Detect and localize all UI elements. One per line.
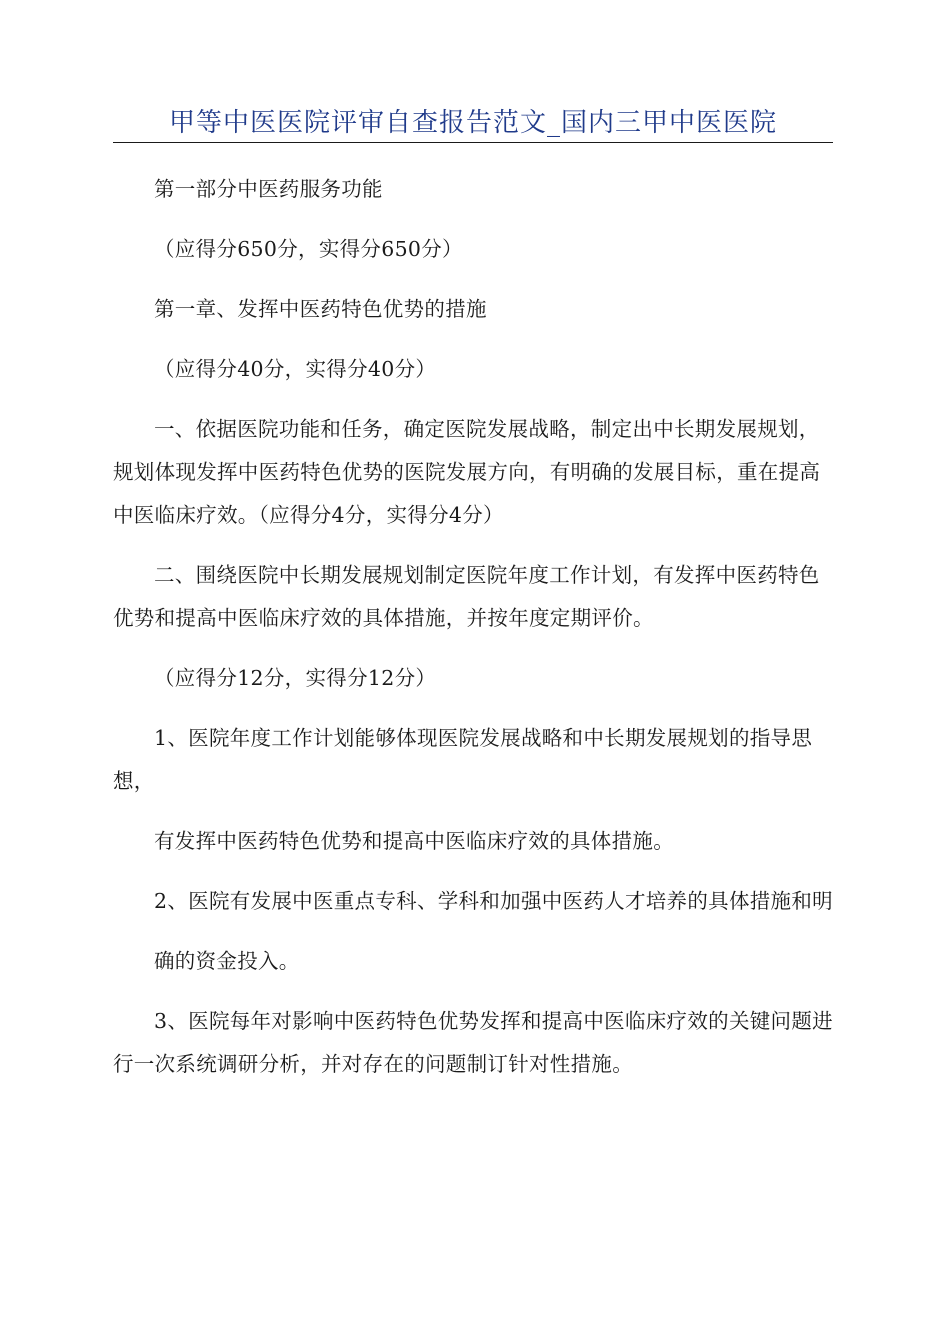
paragraph: 3、医院每年对影响中医药特色优势发挥和提高中医临床疗效的关键问题进行一次系统调研分析，并对存在的问题制订针对性措施。 bbox=[113, 1009, 833, 1076]
paragraph: 第一部分中医药服务功能 bbox=[154, 177, 383, 201]
paragraph: 2、医院有发展中医重点专科、学科和加强中医药人才培养的具体措施和明 bbox=[154, 889, 833, 913]
paragraph: 确的资金投入。 bbox=[154, 949, 300, 973]
paragraph: 有发挥中医药特色优势和提高中医临床疗效的具体措施。 bbox=[154, 829, 674, 853]
paragraph: 1、医院年度工作计划能够体现医院发展战略和中长期发展规划的指导思想， bbox=[113, 726, 813, 793]
document-body bbox=[113, 168, 833, 1086]
paragraph: （应得分40分，实得分40分） bbox=[154, 357, 437, 381]
paragraph: （应得分650分，实得分650分） bbox=[154, 237, 463, 261]
paragraph: 第一章、发挥中医药特色优势的措施 bbox=[154, 297, 487, 321]
paragraph: （应得分12分，实得分12分） bbox=[154, 666, 437, 690]
document-title: 甲等中医医院评审自查报告范文_国内三甲中医医院 bbox=[168, 108, 777, 138]
title-underline bbox=[113, 104, 833, 143]
paragraph: 一、依据医院功能和任务，确定医院发展战略，制定出中长期发展规划，规划体现发挥中医药特色优势的医院发展方向，有明确的发展目标，重在提高中医临床疗效。（应得分4分，实得分4分） bbox=[113, 417, 821, 527]
paragraph: 二、围绕医院中长期发展规划制定医院年度工作计划，有发挥中医药特色优势和提高中医临床疗效的具体措施，并按年度定期评价。 bbox=[113, 563, 820, 630]
